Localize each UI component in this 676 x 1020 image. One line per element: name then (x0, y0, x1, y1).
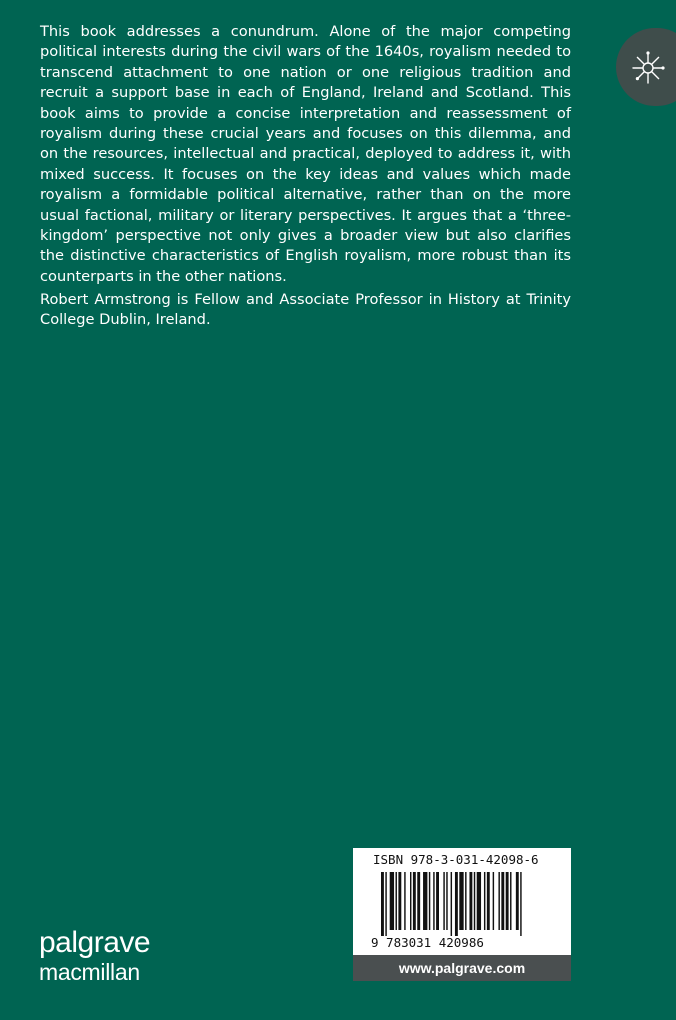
barcode-bar (506, 872, 509, 930)
barcode-bar (469, 872, 472, 930)
barcode-bar (433, 872, 434, 930)
barcode-bar (404, 872, 405, 930)
barcode-bar (398, 872, 401, 930)
barcode-bar (455, 872, 458, 936)
barcode-bar (436, 872, 439, 930)
barcode-bar (423, 872, 427, 930)
book-description: This book addresses a conundrum. Alone of the major competing political interests during the civil wars of the 1640s, royalism needed to transcend attachment to one nation or one religious tradition and recruit a support base in each of England, Ireland and Scotland. This book aims to provide a concise interpretation and reassessment of royalism during these crucial years and focuses on this dilemma, and on the resources, intellectual and practical, deployed to address it, with mixed success. It focuses on the key ideas and values which made royalism a formidable political alternative, rather than on the more usual factional, military or literary perspectives. It argues that a ‘three-kingdom’ perspective not only gives a broader view but also clarifies the distinctive characteristics of English royalism, more robust than its counterparts in the other nations. (40, 23, 571, 285)
barcode-bar (520, 872, 521, 936)
barcode-bar (465, 872, 466, 930)
barcode-bar (493, 872, 494, 930)
barcode-bar (477, 872, 481, 930)
barcode-bar (385, 872, 386, 936)
barcode-bar (451, 872, 452, 936)
barcode-bar (410, 872, 411, 930)
barcode-bar (487, 872, 490, 930)
barcode-bar (484, 872, 485, 930)
publisher-badge (616, 28, 676, 106)
barcode-bar (381, 872, 384, 936)
barcode-bar (390, 872, 394, 930)
isbn-label: ISBN 978-3-031-42098-6 (373, 852, 539, 867)
barcode-bar (474, 872, 475, 930)
barcode-bar (446, 872, 447, 930)
barcode-bar (443, 872, 444, 930)
barcode-bar (501, 872, 504, 930)
barcode-digits: 9 783031 420986 (371, 935, 484, 950)
publisher-logo-macmillan: macmillan (39, 959, 140, 985)
barcode-bar (498, 872, 499, 930)
barcode-bar (510, 872, 511, 930)
barcode-bar (429, 872, 430, 930)
publisher-logo-palgrave: palgrave (39, 926, 151, 959)
palgrave-star-icon (631, 51, 665, 85)
barcode-bar (413, 872, 416, 930)
isbn-barcode (353, 848, 571, 955)
barcode-bars (381, 872, 551, 936)
barcode-bar (516, 872, 519, 930)
publisher-url: www.palgrave.com (353, 955, 571, 981)
author-bio: Robert Armstrong is Fellow and Associate Professor in History at Trinity College Dublin, Ireland. (40, 291, 571, 329)
barcode-bar (396, 872, 397, 930)
barcode-bar (459, 872, 463, 930)
barcode-bar (417, 872, 420, 930)
